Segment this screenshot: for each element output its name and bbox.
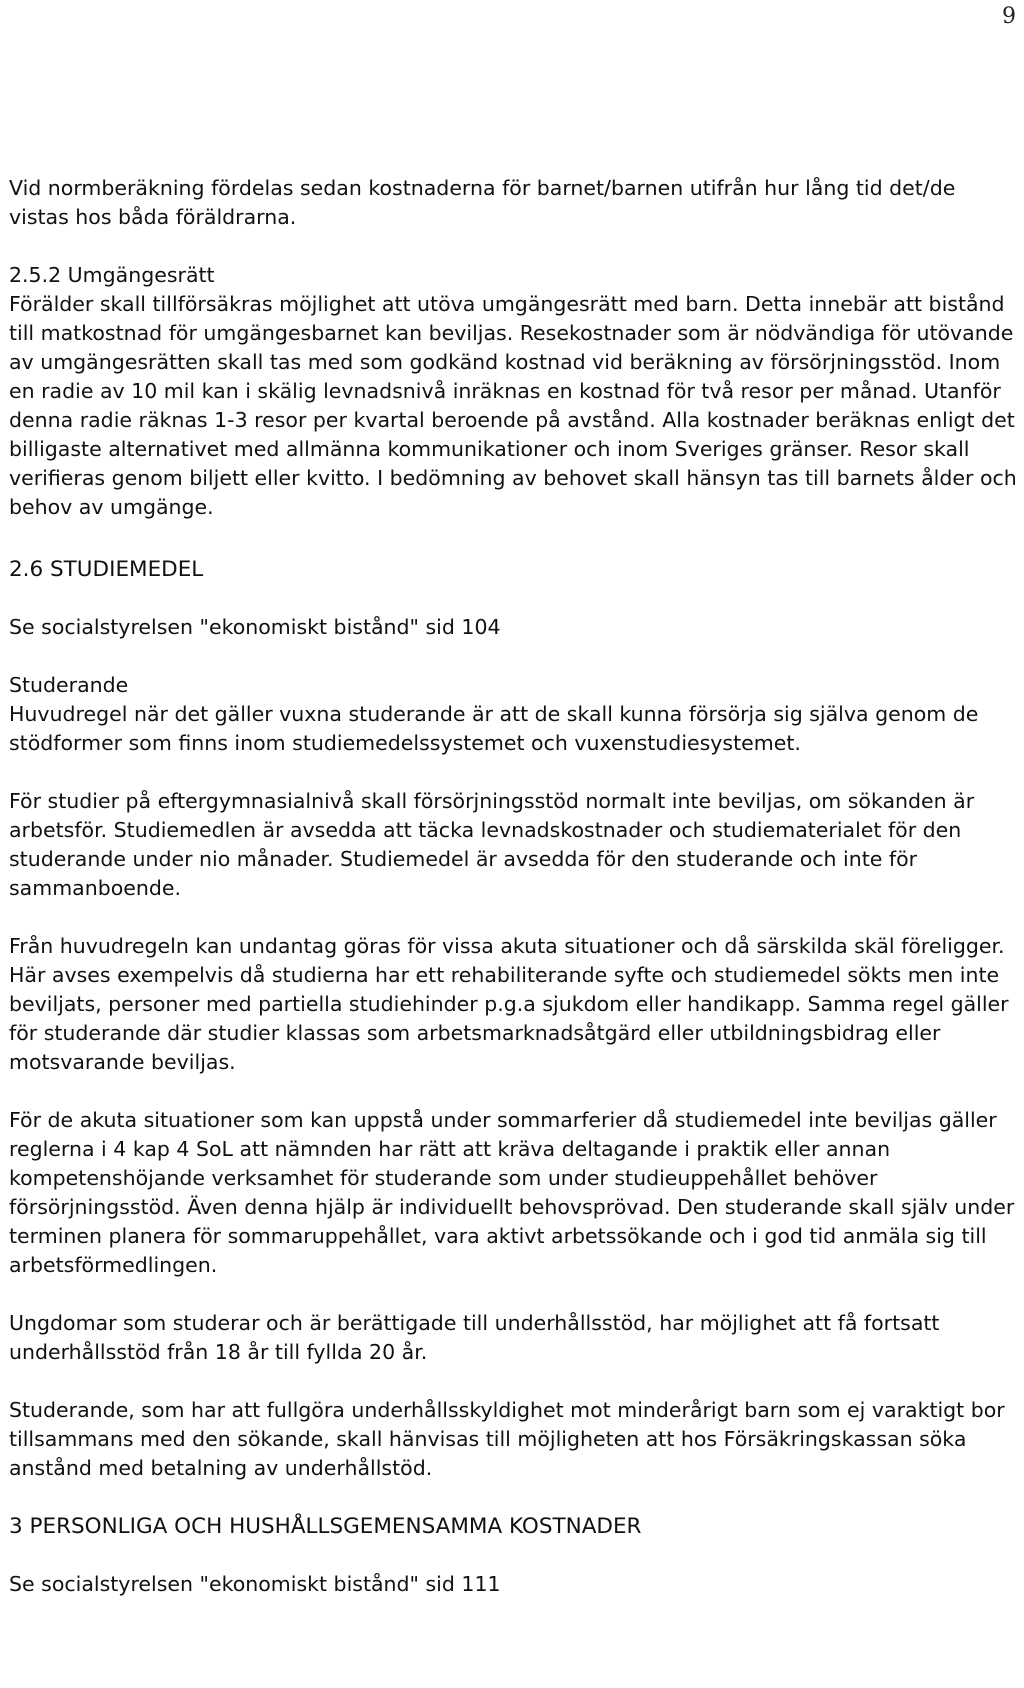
studiemedel-paragraph-3: Från huvudregeln kan undantag göras för vissa akuta situationer och då särskilda skäl föreligger. Här avses exempelvis då studierna har ett rehabiliterande syfte och studiemedel sökts men inte beviljats, personer med partiella studiehinder p.g.a sjukdom eller handikapp. Samma regel gäller för studerande där studier klassas som arbetsmarknadsåtgärd eller utbildningsbidrag eller motsvarande beviljas. [9, 934, 1009, 1074]
studiemedel-paragraph-6: Studerande, som har att fullgöra underhållsskyldighet mot minderårigt barn som ej varaktigt bor tillsammans med den sökande, skall hänvisas till möjligheten att hos Försäkringskassan söka anstånd med betalning av underhållstöd. [9, 1398, 1005, 1480]
studiemedel-paragraph-2: För studier på eftergymnasialnivå skall försörjningsstöd normalt inte beviljas, om sökanden är arbetsför. Studiemedlen är avsedda att täcka levnadskostnader och studiematerialet för den studerande under nio månader. Studiemedel är avsedda för den studerande och inte för sammanboende. [9, 789, 975, 900]
section-heading-personliga: 3 PERSONLIGA OCH HUSHÅLLSGEMENSAMMA KOSTNADER [9, 1514, 642, 1539]
studiemedel-paragraph-1: Huvudregel när det gäller vuxna studerande är att de skall kunna försörja sig själva genom de stödformer som finns inom studiemedelssystemet och vuxenstudiesystemet. [9, 702, 979, 755]
personliga-reference: Se socialstyrelsen "ekonomiskt bistånd" sid 111 [9, 1572, 501, 1596]
umgangesratt-paragraph: Förälder skall tillförsäkras möjlighet att utöva umgängesrätt med barn. Detta innebär att bistånd till matkostnad för umgängesbarnet kan beviljas. Resekostnader som är nödvändiga för utövande av umgängesrätten skall tas med som godkänd kostnad vid beräkning av försörjningsstöd. Inom en radie av 10 mil kan i skälig levnadsnivå inräknas en kostnad för två resor per månad. Utanför denna radie räknas 1-3 resor per kvartal beroende på avstånd. Alla kostnader beräknas enligt det billigaste alternativet med allmänna kommunikationer och inom Sveriges gränser. Resor skall verifieras genom biljett eller kvitto. I bedömning av behovet skall hänsyn tas till barnets ålder och behov av umgänge. [9, 292, 1017, 519]
document-body [9, 174, 1019, 1599]
studiemedel-paragraph-5: Ungdomar som studerar och är berättigade till underhållsstöd, har möjlighet att få fortsatt underhållsstöd från 18 år till fyllda 20 år. [9, 1311, 940, 1364]
intro-paragraph: Vid normberäkning fördelas sedan kostnaderna för barnet/barnen utifrån hur lång tid det/de vistas hos båda föräldrarna. [9, 176, 956, 229]
section-heading-studiemedel: 2.6 STUDIEMEDEL [9, 557, 204, 582]
studiemedel-paragraph-4: För de akuta situationer som kan uppstå under sommarferier då studiemedel inte beviljas gäller reglerna i 4 kap 4 SoL att nämnden har rätt att kräva deltagande i praktik eller annan kompetenshöjande verksamhet för studerande som under studieuppehållet behöver försörjningsstöd. Även denna hjälp är individuellt behovsprövad. Den studerande skall själv under terminen planera för sommaruppehållet, vara aktivt arbetssökande och i god tid anmäla sig till arbetsförmedlingen. [9, 1108, 1015, 1277]
page-number: 9 [1002, 4, 1016, 29]
studiemedel-reference: Se socialstyrelsen "ekonomiskt bistånd" sid 104 [9, 615, 501, 639]
studerande-subheading: Studerande [9, 673, 129, 697]
section-heading-umgangesratt: 2.5.2 Umgängesrätt [9, 263, 215, 287]
